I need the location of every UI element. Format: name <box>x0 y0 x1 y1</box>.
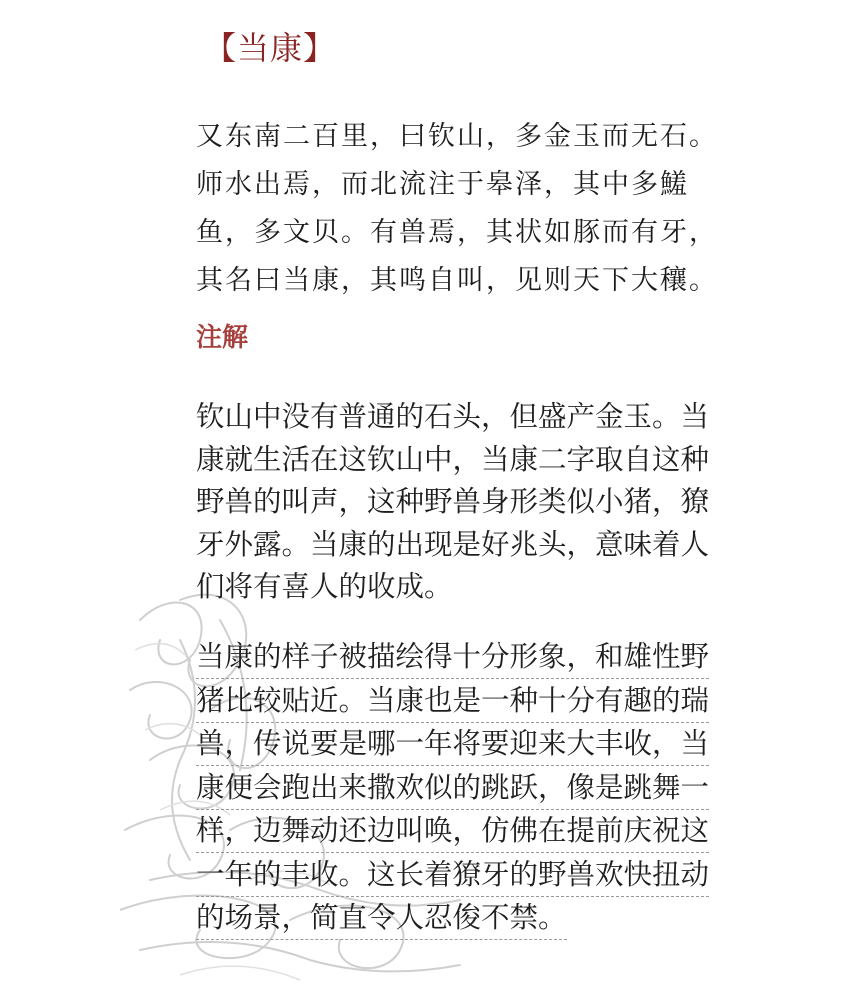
paragraph-line: 猪比较贴近。当康也是一种十分有趣的瑞 <box>196 681 709 723</box>
paragraph-line: 兽，传说要是哪一年将要迎来大丰收，当 <box>196 724 709 766</box>
annotation-heading: 注解 <box>196 323 249 353</box>
paragraph-line: 当康的样子被描绘得十分形象，和雄性野 <box>196 637 709 679</box>
paragraph-line: 牙外露。当康的出现是好兆头，意味着人 <box>196 529 710 561</box>
annotation-paragraph-2 <box>196 637 716 942</box>
paragraph-line: 野兽的叫声，这种野兽身形类似小猪，獠 <box>196 487 710 518</box>
page-title: 【当康】 <box>204 29 337 67</box>
paragraph-line: 样，边舞动还边叫唤，仿佛在提前庆祝这 <box>196 811 709 853</box>
original-text-line: 其名曰当康，其鸣自叫，见则天下大穰。 <box>196 265 718 296</box>
original-text-line: 鱼，多文贝。有兽焉，其状如豚而有牙， <box>196 217 718 248</box>
paragraph-line: 一年的丰收。这长着獠牙的野兽欢快扭动 <box>196 855 709 897</box>
paragraph-line: 康便会跑出来撒欢似的跳跃，像是跳舞一 <box>196 768 709 810</box>
annotation-paragraph-1 <box>196 397 716 610</box>
paragraph-line: 钦山中没有普通的石头，但盛产金玉。当 <box>196 402 710 433</box>
paragraph-line: 们将有喜人的收成。 <box>196 572 453 603</box>
original-text <box>196 113 716 305</box>
original-text-line: 又东南二百里，曰钦山，多金玉而无石。 <box>196 121 718 152</box>
paragraph-line: 的场景，简直令人忍俊不禁。 <box>196 898 567 940</box>
original-text-line: 师水出焉，而北流注于皋泽，其中多鱃 <box>196 169 689 200</box>
paragraph-line: 康就生活在这钦山中，当康二字取自这种 <box>196 444 710 476</box>
